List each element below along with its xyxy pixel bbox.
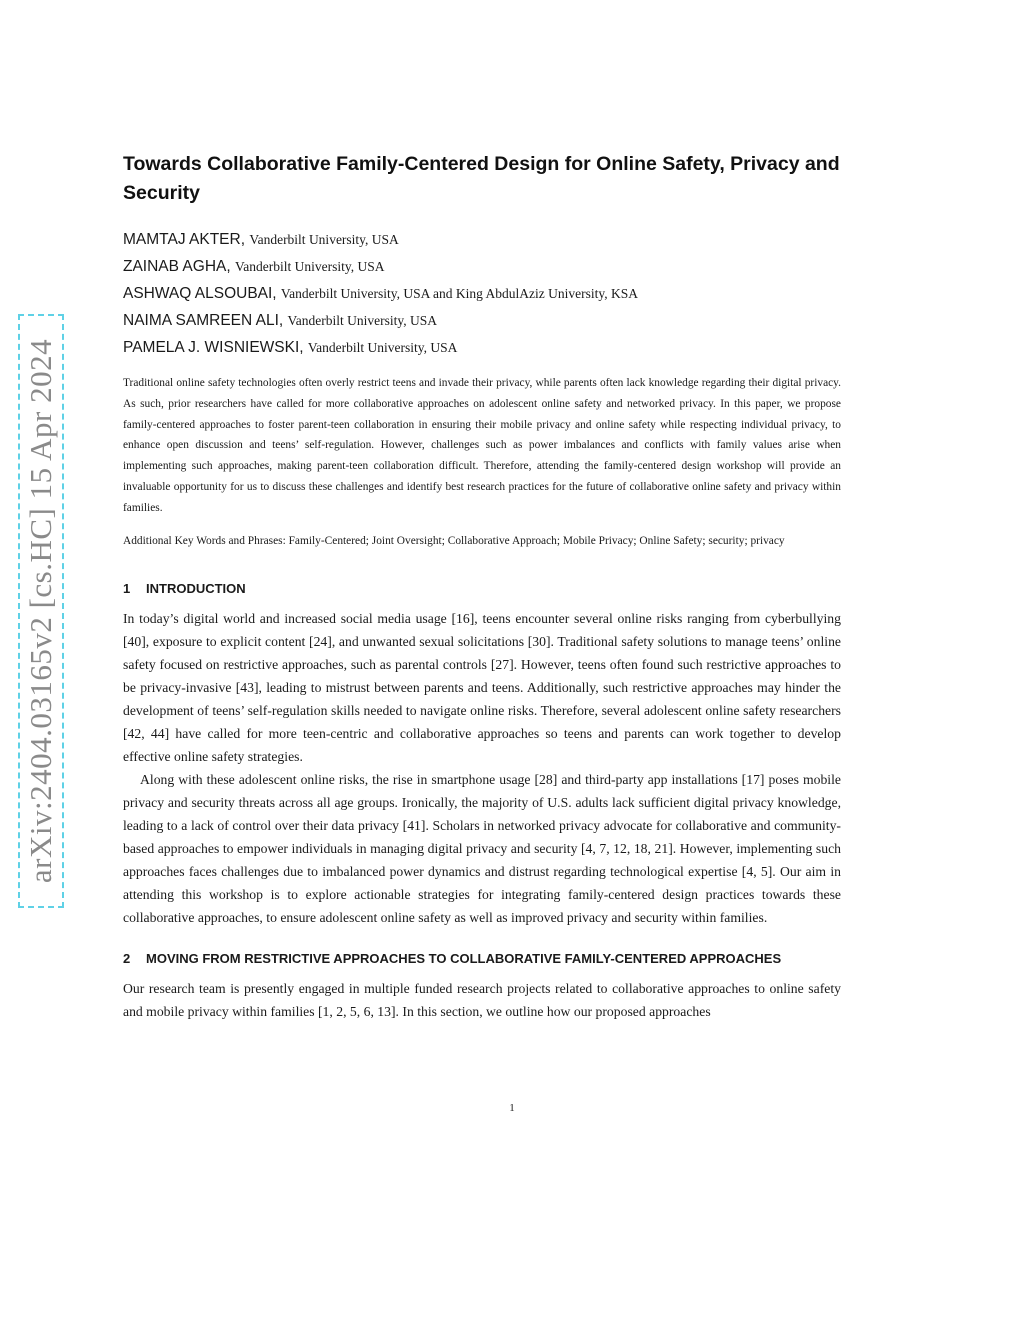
abstract: Traditional online safety technologies often overly restrict teens and invade their privacy, while parents often lack knowledge regarding their digital privacy. As such, prior researchers have called for more collaborative approaches on adolescent online safety and networked privacy. In this paper, we propose family-centered approaches to foster parent-teen collaboration in ensuring their mobile privacy and online safety while respecting individual privacy, to enhance open discussion and teens’ self-regulation. However, challenges such as power imbalances and conflicts with family values arise when implementing such approaches, making parent-teen collaboration difficult. Therefore, attending the family-centered design workshop will provide an invaluable opportunity for us to discuss these challenges and identify best research practices for the future of collaborative online safety and privacy within families. [123,377,841,514]
arxiv-side-stamp [18,314,64,908]
author-affiliation: Vanderbilt University, USA [287,313,438,328]
section-title: INTRODUCTION [146,581,246,597]
body-paragraph: Our research team is presently engaged in multiple funded research projects related to collaborative approaches to online safety and mobile privacy within families [1, 2, 5, 6, 13]. In this section, we outline how our proposed approaches [123,981,841,1020]
paper-title: Towards Collaborative Family-Centered Design for Online Safety, Privacy and Security [123,153,840,204]
author-affiliation: Vanderbilt University, USA [234,259,385,274]
author-list [123,226,841,361]
author-affiliation: Vanderbilt University, USA [249,232,399,247]
paper-body [123,150,841,1023]
author-affiliation: Vanderbilt University, USA and King AbdulAziz University, KSA [280,286,639,301]
arxiv-identifier: arXiv:2404.03165v2 [cs.HC] 15 Apr 2024 [23,338,58,884]
section-introduction [123,577,841,929]
author-name: NAIMA SAMREEN ALI, [123,312,284,329]
page-number: 1 [509,1102,515,1114]
body-paragraph: In today’s digital world and increased social media usage [16], teens encounter several online risks ranging from cyberbullying [40], exposure to explicit content [24], and unwanted sexual solicitations [30]. Traditional safety solutions to manage teens’ online safety focused on restrictive approaches, such as parental controls [27]. However, teens often found such restrictive approaches to be privacy-invasive [43], leading to mistrust between parents and teens. Additionally, such restrictive approaches may hinder the development of teens’ self-regulation skills needed to navigate online risks. Therefore, several adolescent online safety researchers [42, 44] have called for more teen-centric and collaborative approaches so teens and parents can work together to develop effective online safety strategies. [123,611,841,765]
section-heading [123,947,841,970]
keywords: Additional Key Words and Phrases: Family-Centered; Joint Oversight; Collaborative Approach; Mobile Privacy; Online Safety; security; privacy [123,534,785,547]
author-name: ZAINAB AGHA, [123,258,231,275]
section-collaborative-approaches [123,947,841,1023]
author-entry [123,253,841,280]
author-entry [123,280,841,307]
section-heading [123,577,841,600]
author-name: PAMELA J. WISNIEWSKI, [123,339,304,356]
author-entry [123,226,841,253]
body-paragraph: Along with these adolescent online risks, the rise in smartphone usage [28] and third-party app installations [17] poses mobile privacy and security threats across all age groups. Ironically, the majority of U.S. adults lack sufficient digital privacy knowledge, leading to a lack of control over their data privacy [41]. Scholars in networked privacy advocate for collaborative and community-based approaches to empower individuals in managing digital privacy and security [4, 7, 12, 18, 21]. However, implementing such approaches faces challenges due to imbalanced power dynamics and distrust regarding technological expertise [4, 5]. Our aim in attending this workshop is to explore actionable strategies for integrating family-centered design practices towards these collaborative approaches, to ensure adolescent online safety as well as improved privacy and security within families. [123,772,841,926]
author-entry [123,307,841,334]
author-name: MAMTAJ AKTER, [123,231,246,248]
section-number: 1 [123,581,131,597]
author-affiliation: Vanderbilt University, USA [307,340,458,355]
section-title: MOVING FROM RESTRICTIVE APPROACHES TO COLLABORATIVE FAMILY-CENTERED APPROACHES [146,951,782,967]
section-number: 2 [123,951,131,967]
author-name: ASHWAQ ALSOUBAI, [123,285,277,302]
author-entry [123,334,841,361]
